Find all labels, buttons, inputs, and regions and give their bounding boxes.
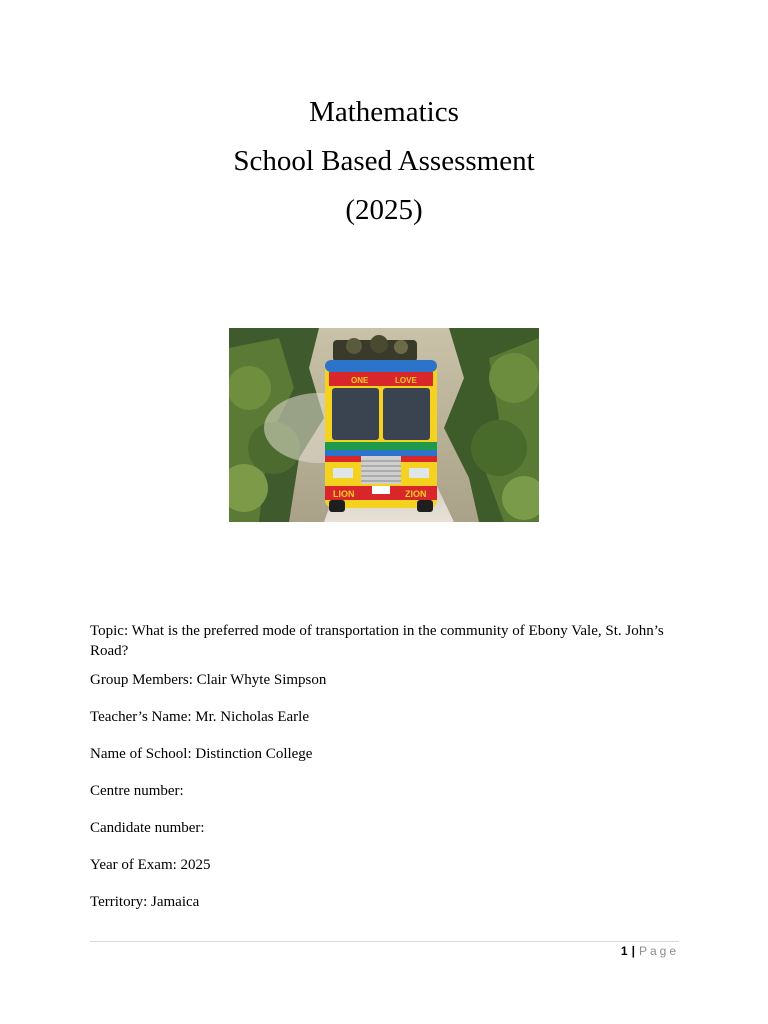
svg-text:ZION: ZION [405, 489, 427, 499]
footer-divider [90, 941, 679, 942]
page-number: 1 [620, 944, 628, 958]
territory-text: Territory: Jamaica [90, 894, 200, 910]
group-members-text: Group Members: Clair Whyte Simpson [90, 672, 327, 688]
cover-photo-bus [229, 328, 539, 522]
svg-text:LION: LION [333, 489, 355, 499]
footer-separator: | [631, 944, 635, 958]
topic-text: Topic: What is the preferred mode of transportation in the community of Ebony Vale, St. John’s Road? [90, 623, 664, 659]
candidate-number-text: Candidate number: [90, 820, 205, 836]
year-of-exam-text: Year of Exam: 2025 [90, 857, 211, 873]
title-year: (2025) [345, 194, 423, 226]
svg-text:LOVE: LOVE [395, 376, 417, 385]
title-subject: Mathematics [309, 96, 459, 128]
centre-number-text: Centre number: [90, 783, 184, 799]
title-assessment: School Based Assessment [233, 145, 535, 177]
school-name-text: Name of School: Distinction College [90, 746, 313, 762]
teacher-name-text: Teacher’s Name: Mr. Nicholas Earle [90, 709, 310, 725]
page-footer [621, 943, 679, 959]
svg-text:ONE: ONE [351, 376, 369, 385]
document-title [0, 88, 768, 235]
page-label: Page [638, 944, 679, 958]
